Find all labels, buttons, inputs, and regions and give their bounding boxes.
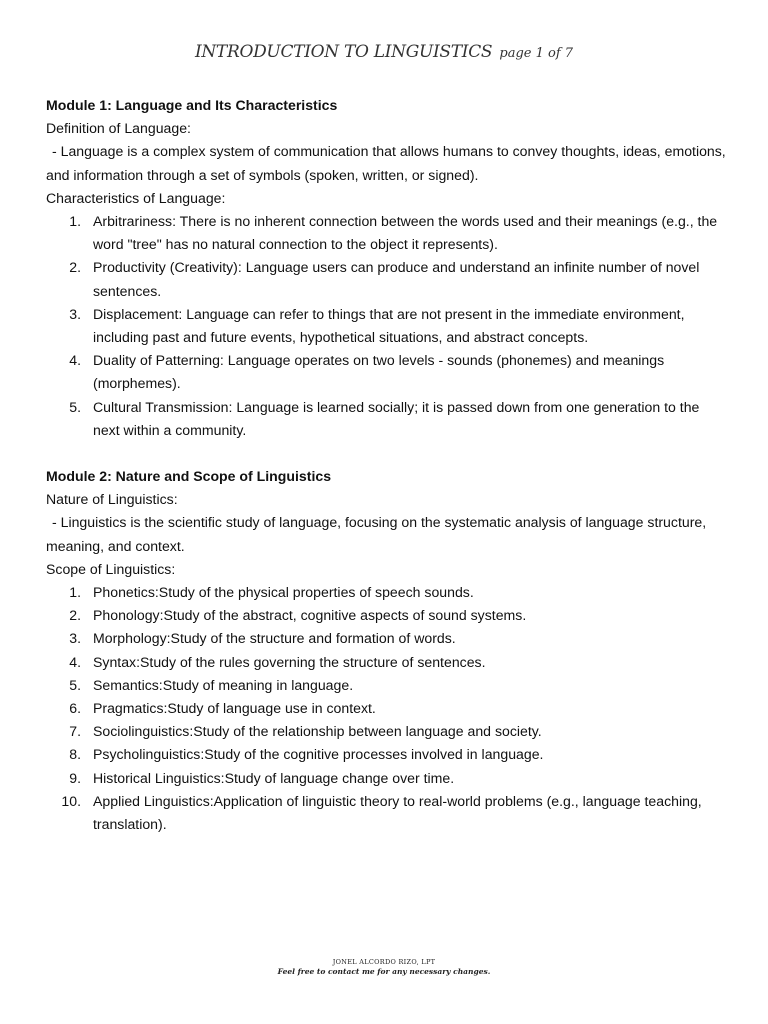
list-item-text: Displacement: Language can refer to things that are not present in the immediate environment, including past and future events, hypothetical situations, and abstract concepts. <box>93 305 685 346</box>
module-1-heading: Module 1: Language and Its Characteristics <box>46 97 338 113</box>
list-item <box>46 697 726 720</box>
list-number: 7. <box>69 723 81 740</box>
list-number: 1. <box>69 213 81 230</box>
list-number: 5. <box>69 676 81 693</box>
list-item <box>46 581 726 604</box>
list-item-text: Phonetics:Study of the physical properties of speech sounds. <box>93 584 474 601</box>
section-spacer <box>46 442 726 465</box>
list-item <box>46 396 726 442</box>
list-number: 2. <box>69 607 81 624</box>
list-item-text: Applied Linguistics:Application of linguistic theory to real-world problems (e.g., language teaching, translation). <box>93 792 702 833</box>
footer-note: Feel free to contact me for any necessary changes. <box>277 967 491 976</box>
module-1-section <box>46 94 726 442</box>
list-item-text: Phonology:Study of the abstract, cognitive aspects of sound systems. <box>93 607 527 624</box>
list-item-text: Morphology:Study of the structure and formation of words. <box>93 630 456 647</box>
scope-list <box>46 581 726 836</box>
list-number: 5. <box>69 398 81 415</box>
list-item <box>46 349 726 395</box>
scope-label: Scope of Linguistics: <box>46 560 176 577</box>
characteristics-list <box>46 210 726 442</box>
list-item-text: Sociolinguistics:Study of the relationship between language and society. <box>93 723 542 740</box>
list-item <box>46 627 726 650</box>
module-2-section <box>46 465 726 836</box>
nature-label: Nature of Linguistics: <box>46 491 178 508</box>
definition-text: - Language is a complex system of communication that allows humans to convey thoughts, ideas, emotions, and information through a set of symbols (spoken, written, or signed). <box>46 143 726 183</box>
list-number: 4. <box>69 352 81 369</box>
list-item <box>46 674 726 697</box>
list-item-text: Productivity (Creativity): Language users can produce and understand an infinite number of novel sentences. <box>93 259 700 299</box>
list-number: 2. <box>69 259 81 276</box>
list-item <box>46 720 726 743</box>
list-number: 3. <box>69 630 81 647</box>
list-number: 9. <box>69 769 81 786</box>
module-2-heading: Module 2: Nature and Scope of Linguistics <box>46 468 332 485</box>
list-item <box>46 651 726 674</box>
list-item-text: Syntax:Study of the rules governing the structure of sentences. <box>93 653 486 670</box>
list-number: 1. <box>69 584 81 601</box>
list-item <box>46 790 726 836</box>
list-item <box>46 303 726 349</box>
list-number: 3. <box>69 305 81 322</box>
list-number: 10. <box>61 792 81 809</box>
list-item-text: Historical Linguistics:Study of language change over time. <box>93 769 455 786</box>
page-footer <box>0 958 768 977</box>
list-item-text: Duality of Patterning: Language operates on two levels - sounds (phonemes) and meanings (morphemes). <box>93 352 665 392</box>
list-number: 8. <box>69 746 81 763</box>
characteristics-label: Characteristics of Language: <box>46 189 226 206</box>
list-item-text: Arbitrariness: There is no inherent connection between the words used and their meanings (e.g., the word "tree" has no natural connection to the object it represents). <box>93 213 718 253</box>
list-item <box>46 256 726 302</box>
list-item-text: Semantics:Study of meaning in language. <box>93 676 354 693</box>
list-number: 6. <box>69 700 81 717</box>
list-item <box>46 604 726 627</box>
nature-text: - Linguistics is the scientific study of language, focusing on the systematic analysis of language structure, meaning, and context. <box>46 514 707 554</box>
list-item <box>46 743 726 766</box>
list-number: 4. <box>69 653 81 670</box>
definition-label: Definition of Language: <box>46 120 191 137</box>
page-header <box>0 42 768 62</box>
page-number: page 1 of 7 <box>499 46 574 61</box>
list-item-text: Psycholinguistics:Study of the cognitive processes involved in language. <box>93 746 544 763</box>
list-item <box>46 210 726 256</box>
author-name: JONEL ALCORDO RIZO, LPT <box>332 958 436 966</box>
document-title: INTRODUCTION TO LINGUISTICS <box>194 42 493 62</box>
list-item <box>46 767 726 790</box>
list-item-text: Cultural Transmission: Language is learned socially; it is passed down from one generation to the next within a community. <box>93 398 700 438</box>
list-item-text: Pragmatics:Study of language use in context. <box>93 700 376 717</box>
document-body <box>46 94 726 836</box>
